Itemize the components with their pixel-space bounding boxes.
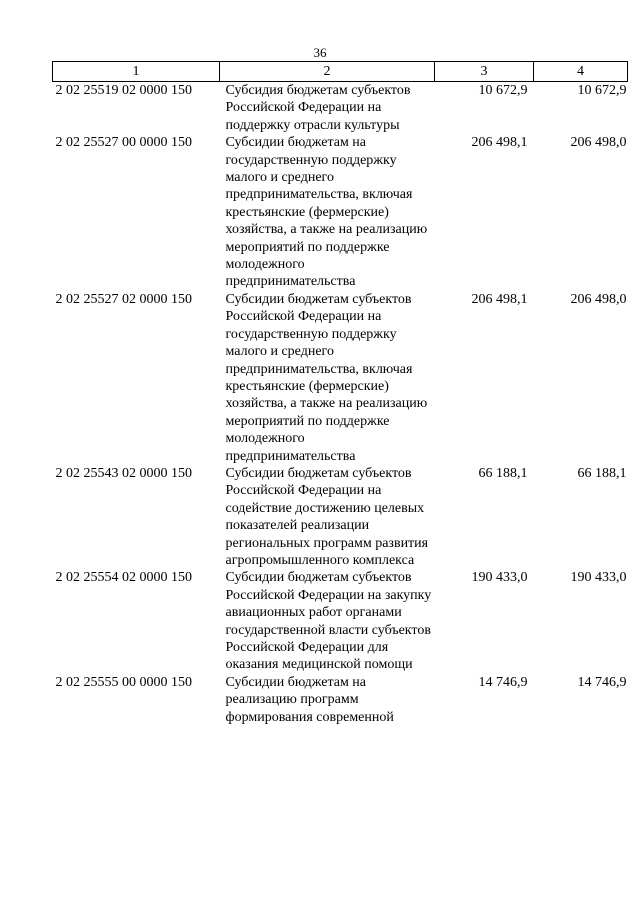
row-name: Субсидии бюджетам субъектов Российской Федерации на закупку авиационных работ органами государственной власти субъектов Российской Федерации для оказания медицинской помощи xyxy=(225,570,432,673)
row-value-col3: 190 433,0 xyxy=(471,570,528,586)
table-row xyxy=(53,134,628,291)
table-body xyxy=(53,82,628,727)
table-row xyxy=(53,674,628,726)
row-value-col4: 190 433,0 xyxy=(570,570,627,586)
table-row xyxy=(53,465,628,569)
row-value-col4: 206 498,0 xyxy=(570,135,627,151)
row-value-col4: 10 672,9 xyxy=(577,83,627,98)
row-name: Субсидии бюджетам на государственную поддержку малого и среднего предпринимательства, включая крестьянские (фермерские) хозяйства, а также на реализацию мероприятий по поддержке молодежного предпринимательства xyxy=(225,135,428,290)
row-name: Субсидии бюджетам на реализацию программ формирования современной xyxy=(225,674,394,725)
header-col-1: 1 xyxy=(53,62,220,82)
row-code: 2 02 25543 02 0000 150 xyxy=(55,465,192,481)
row-code: 2 02 25519 02 0000 150 xyxy=(55,83,192,98)
row-value-col4: 66 188,1 xyxy=(577,465,627,481)
row-code: 2 02 25527 02 0000 150 xyxy=(55,291,192,307)
header-col-3: 3 xyxy=(435,62,534,82)
row-value-col4: 14 746,9 xyxy=(577,674,627,690)
row-value-col3: 206 498,1 xyxy=(471,135,528,151)
row-value-col4: 206 498,0 xyxy=(570,291,627,307)
header-col-2: 2 xyxy=(220,62,435,82)
row-value-col3: 66 188,1 xyxy=(478,465,528,481)
page-number: 36 xyxy=(313,45,327,60)
header-row xyxy=(53,62,628,82)
table-row xyxy=(53,82,628,135)
row-name: Субсидия бюджетам субъектов Российской Федерации на поддержку отрасли культуры xyxy=(225,83,411,133)
row-value-col3: 10 672,9 xyxy=(478,83,528,98)
row-name: Субсидии бюджетам субъектов Российской Федерации на содействие достижению целевых показателей реализации региональных программ развития агропромышленного комплекса xyxy=(225,465,429,568)
table-row xyxy=(53,569,628,673)
table-header xyxy=(53,62,628,82)
row-code: 2 02 25554 02 0000 150 xyxy=(55,570,192,586)
table-row xyxy=(53,291,628,465)
header-col-4: 4 xyxy=(534,62,628,82)
row-code: 2 02 25527 00 0000 150 xyxy=(55,135,192,151)
row-value-col3: 206 498,1 xyxy=(471,291,528,307)
row-name: Субсидии бюджетам субъектов Российской Федерации на государственную поддержку малого и среднего предпринимательства, включая крестьянские (фермерские) хозяйства, а также на реализацию мероприятий по поддержке молодежного предпринимательства xyxy=(225,291,428,464)
row-code: 2 02 25555 00 0000 150 xyxy=(55,674,192,690)
budget-table xyxy=(52,61,628,726)
row-value-col3: 14 746,9 xyxy=(478,674,528,690)
